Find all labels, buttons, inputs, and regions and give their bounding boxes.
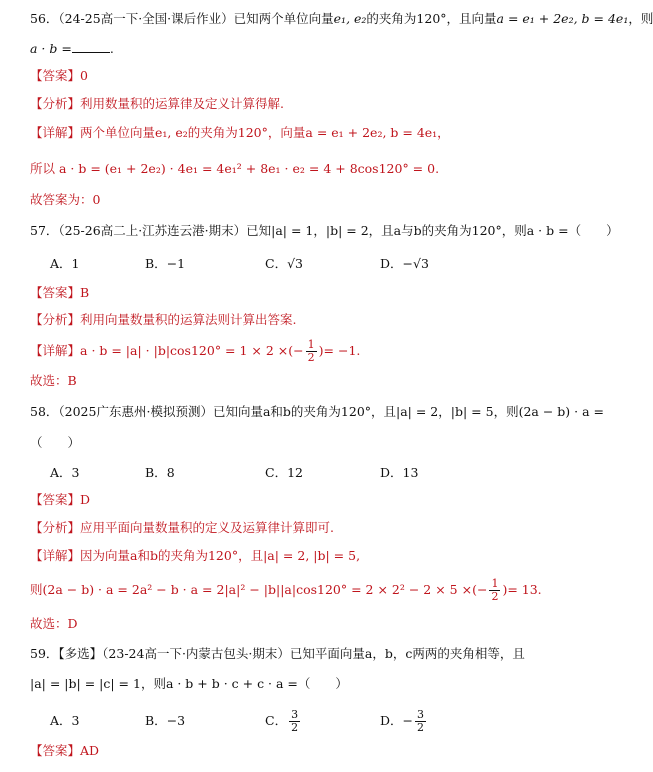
detail-label: 【详解】 (30, 343, 81, 358)
stem-text: 的夹角为120°，且向量 (366, 11, 497, 26)
answer-label: 【答案】 (30, 68, 81, 83)
option-label: A． (50, 465, 72, 480)
option-d (380, 706, 428, 736)
problem-57-stem (30, 222, 619, 240)
problem-57-conclusion (30, 372, 580, 390)
fraction-denominator: 2 (307, 351, 315, 364)
option-value: 12 (287, 465, 303, 480)
option-label: C． (265, 465, 288, 480)
option-value: −3 (166, 713, 186, 728)
problem-tag: 【多选】 (58, 646, 103, 661)
problem-56-analysis (30, 95, 580, 113)
problem-59-stem (30, 645, 580, 663)
problem-59-options (50, 706, 550, 736)
option-value: 3 (71, 465, 80, 480)
problem-57-detail: 【详解】a · b = |a| · |b|cos120° = 1 × 2 ×(− $\frac{1}{2}$ )= −1. (30, 338, 361, 364)
problem-59-stem-line2 (30, 675, 580, 693)
option-label: C． (265, 713, 288, 728)
stem-math: a · b = (30, 41, 72, 56)
answer-label: 【答案】 (30, 285, 81, 300)
conclusion-text: 故选：B (30, 373, 77, 388)
detail-label: 【详解】 (30, 125, 81, 140)
problem-source: （25-26高二上·江苏连云港·期末） (58, 223, 247, 238)
stem-text: （ ） (30, 435, 81, 450)
option-label: D． (380, 256, 403, 271)
detail-text: 因为向量a和b的夹角为120°，且|a| = 2, |b| = 5, (80, 548, 361, 563)
analysis-label: 【分析】 (30, 96, 81, 111)
answer-value: B (80, 285, 90, 300)
stem-math: e₁, e₂ (333, 11, 367, 26)
problem-56-conclusion (30, 191, 580, 209)
fraction-numerator: 3 (417, 708, 425, 721)
problem-number: 58． (30, 404, 59, 419)
option-label: A． (50, 256, 72, 271)
option-value: 3 (71, 713, 80, 728)
stem-text: 已知向量a和b的夹角为120°，且|a| = 2，|b| = 5，则(2a − b) · a = (212, 404, 604, 419)
problem-58-detail (30, 547, 580, 565)
problem-59-answer (30, 742, 580, 760)
answer-label: 【答案】 (30, 743, 81, 758)
answer-blank (72, 40, 110, 53)
option-value: 13 (402, 465, 419, 480)
problem-57-options (50, 255, 550, 273)
stem-text: 已知|a| = 1，|b| = 2，且a与b的夹角为120°，则a · b =（ ） (246, 223, 619, 238)
option-c (265, 255, 303, 273)
problem-56-stem-line2 (30, 40, 580, 58)
answer-value: D (80, 492, 91, 507)
option-b (145, 255, 185, 273)
option-label: D． (380, 713, 403, 728)
option-c (265, 706, 302, 736)
detail-math: = −1. (323, 343, 361, 358)
fraction-numerator: 1 (307, 338, 315, 351)
detail-label: 【详解】 (30, 548, 81, 563)
problem-58-stem-line2 (30, 434, 580, 452)
stem-text: |a| = |b| = |c| = 1，则a · b + b · c + c · a =（ ） (30, 676, 348, 691)
problem-56-answer (30, 67, 580, 85)
option-b (145, 464, 175, 482)
answer-value: 0 (80, 68, 88, 83)
option-value: −√3 (402, 256, 429, 271)
fraction (306, 339, 317, 364)
problem-58-stem (30, 403, 604, 421)
detail-text: 两个单位向量e₁, e₂的夹角为120°，向量a = e₁ + 2e₂, b = 4e₁， (80, 125, 450, 140)
work-math: = 13. (507, 582, 542, 597)
problem-58-options (50, 464, 550, 482)
problem-source: （2025广东惠州·模拟预测） (58, 404, 213, 419)
option-a (50, 706, 79, 736)
fraction-denominator: 2 (291, 721, 299, 734)
problem-58-answer (30, 491, 580, 509)
stem-text: . (109, 41, 114, 56)
problem-number: 59． (30, 646, 59, 661)
fraction-numerator: 1 (491, 577, 499, 590)
work-text: 所以 a · b = (e₁ + 2e₂) · 4e₁ = 4e₁² + 8e₁ · e₂ = 4 + 8cos120° = 0. (30, 161, 440, 176)
fraction (289, 709, 300, 734)
option-d (380, 464, 418, 482)
conclusion-text: 故答案为：0 (30, 192, 101, 207)
option-d (380, 255, 429, 273)
problem-number: 56． (30, 11, 59, 26)
option-value: 1 (71, 256, 80, 271)
stem-math: a = e₁ + 2e₂, b = 4e₁ (496, 11, 629, 26)
option-a (50, 464, 79, 482)
option-value: 8 (166, 465, 175, 480)
problem-58-conclusion (30, 615, 580, 633)
fraction (415, 709, 426, 734)
problem-57-analysis (30, 311, 580, 329)
fraction (489, 578, 500, 603)
stem-text: 已知两个单位向量 (233, 11, 334, 26)
problem-57-answer (30, 284, 580, 302)
option-a (50, 255, 79, 273)
problem-56-work (30, 160, 580, 178)
problem-58-work: 则(2a − b) · a = 2a² − b · a = 2|a|² − |b||a|cos120° = 2 × 2² − 2 × 5 ×(− $\frac{1}{2}$ )= 13. (30, 577, 542, 603)
fraction-numerator: 3 (291, 708, 299, 721)
answer-label: 【答案】 (30, 492, 81, 507)
option-value: √3 (287, 256, 303, 271)
problem-58-analysis (30, 519, 580, 537)
analysis-label: 【分析】 (30, 520, 81, 535)
stem-text: ，则 (628, 11, 653, 26)
option-label: B． (145, 256, 167, 271)
problem-source: （23-24高一下·内蒙古包头·期末） (102, 646, 290, 661)
analysis-text: 利用向量数量积的运算法则计算出答案. (80, 312, 297, 327)
option-label: C． (265, 256, 288, 271)
problem-number: 57． (30, 223, 59, 238)
stem-text: 已知平面向量a，b，c两两的夹角相等，且 (289, 646, 525, 661)
option-c (265, 464, 303, 482)
option-b (145, 706, 185, 736)
option-label: B． (145, 465, 167, 480)
problem-56-stem (30, 10, 653, 28)
option-value: −1 (166, 256, 186, 271)
detail-math: a · b = |a| · |b|cos120° = 1 × 2 × (80, 343, 289, 358)
option-label: D． (380, 465, 403, 480)
analysis-label: 【分析】 (30, 312, 81, 327)
option-label: B． (145, 713, 167, 728)
problem-source: （24-25高一下·全国·课后作业） (58, 11, 234, 26)
option-sign: − (402, 713, 414, 728)
fraction-denominator: 2 (491, 590, 499, 603)
option-label: A． (50, 713, 72, 728)
conclusion-text: 故选：D (30, 616, 78, 631)
problem-56-detail (30, 124, 580, 142)
fraction-denominator: 2 (417, 721, 425, 734)
analysis-text: 应用平面向量数量积的定义及运算律计算即可. (80, 520, 334, 535)
work-math: 则(2a − b) · a = 2a² − b · a = 2|a|² − |b||a|cos120° = 2 × 2² − 2 × 5 × (30, 582, 473, 597)
answer-value: AD (80, 743, 100, 758)
analysis-text: 利用数量积的运算律及定义计算得解. (80, 96, 284, 111)
